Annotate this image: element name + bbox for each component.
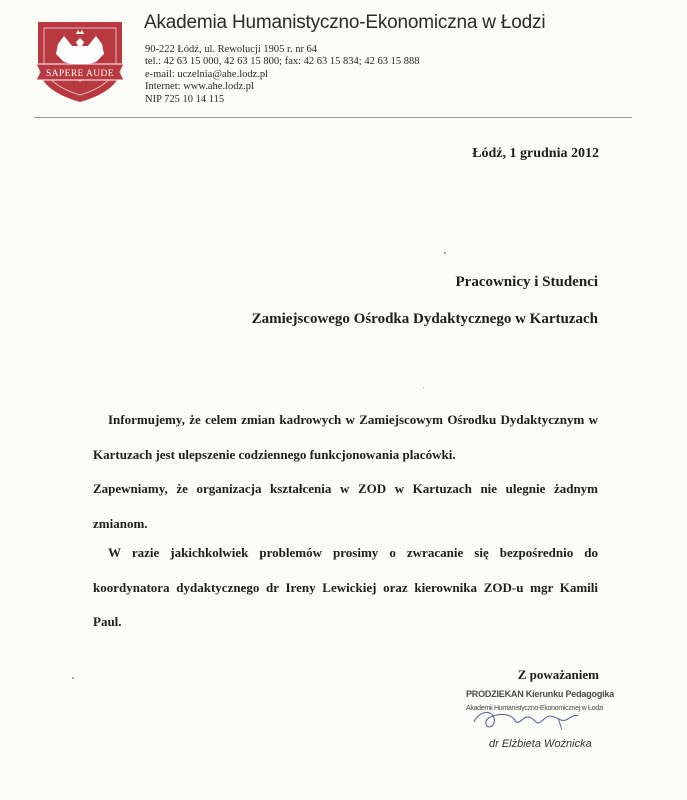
body-paragraph-2: Zapewniamy, że organizacja kształcenia w ZOD w Kartuzach nie ulegnie żadnym zmianom. bbox=[93, 481, 598, 531]
org-name: Akademia Humanistyczno-Ekonomiczna w Łodzi bbox=[144, 12, 546, 33]
internet-line: Internet: www.ahe.lodz.pl bbox=[145, 81, 254, 93]
contact-block bbox=[145, 44, 419, 106]
email-line: e-mail: uczelnia@ahe.lodz.pl bbox=[145, 68, 269, 80]
address-line: 90-222 Łódź, ul. Rewolucji 1905 r. nr 64 bbox=[145, 44, 318, 55]
nip-line: NIP 725 10 14 115 bbox=[145, 93, 225, 105]
university-emblem-icon bbox=[34, 16, 126, 104]
signer-name: dr Elżbieta Woźnicka bbox=[489, 738, 592, 750]
body-paragraph-1: Informujemy, że celem zmian kadrowych w Zamiejscowym Ośrodku Dydaktycznym w Kartuzach jest ulepszenie codziennego funkcjonowania placówki. bbox=[93, 412, 598, 462]
stamp-title: PRODZIEKAN Kierunku Pedagogika bbox=[466, 689, 615, 699]
scan-speck bbox=[444, 252, 446, 254]
phone-line: tel.: 42 63 15 000, 42 63 15 800; fax: 42 63 15 834; 42 63 15 888 bbox=[145, 56, 420, 68]
header-divider bbox=[34, 117, 632, 118]
addressee-line-2: Zamiejscowego Ośrodka Dydaktycznego w Kartuzach bbox=[251, 311, 598, 327]
stamp-organization: Akademii Humanistyczno-Ekonomicznej w Łodzi bbox=[466, 705, 604, 712]
addressee-line-1: Pracownicy i Studenci bbox=[455, 274, 598, 290]
closing-salutation: Z poważaniem bbox=[517, 667, 599, 682]
scan-speck bbox=[423, 387, 424, 388]
letter-date: Łódź, 1 grudnia 2012 bbox=[472, 146, 599, 161]
emblem-motto: SAPERE AUDE bbox=[45, 69, 115, 79]
body-paragraph-3: W razie jakichkolwiek problemów prosimy o zwracanie się bezpośrednio do koordynatora dydaktycznego dr Ireny Lewickiej oraz kierownika ZOD-u mgr Kamili Paul. bbox=[93, 545, 598, 629]
scan-speck bbox=[72, 677, 74, 679]
handwritten-signature-icon bbox=[470, 704, 582, 734]
